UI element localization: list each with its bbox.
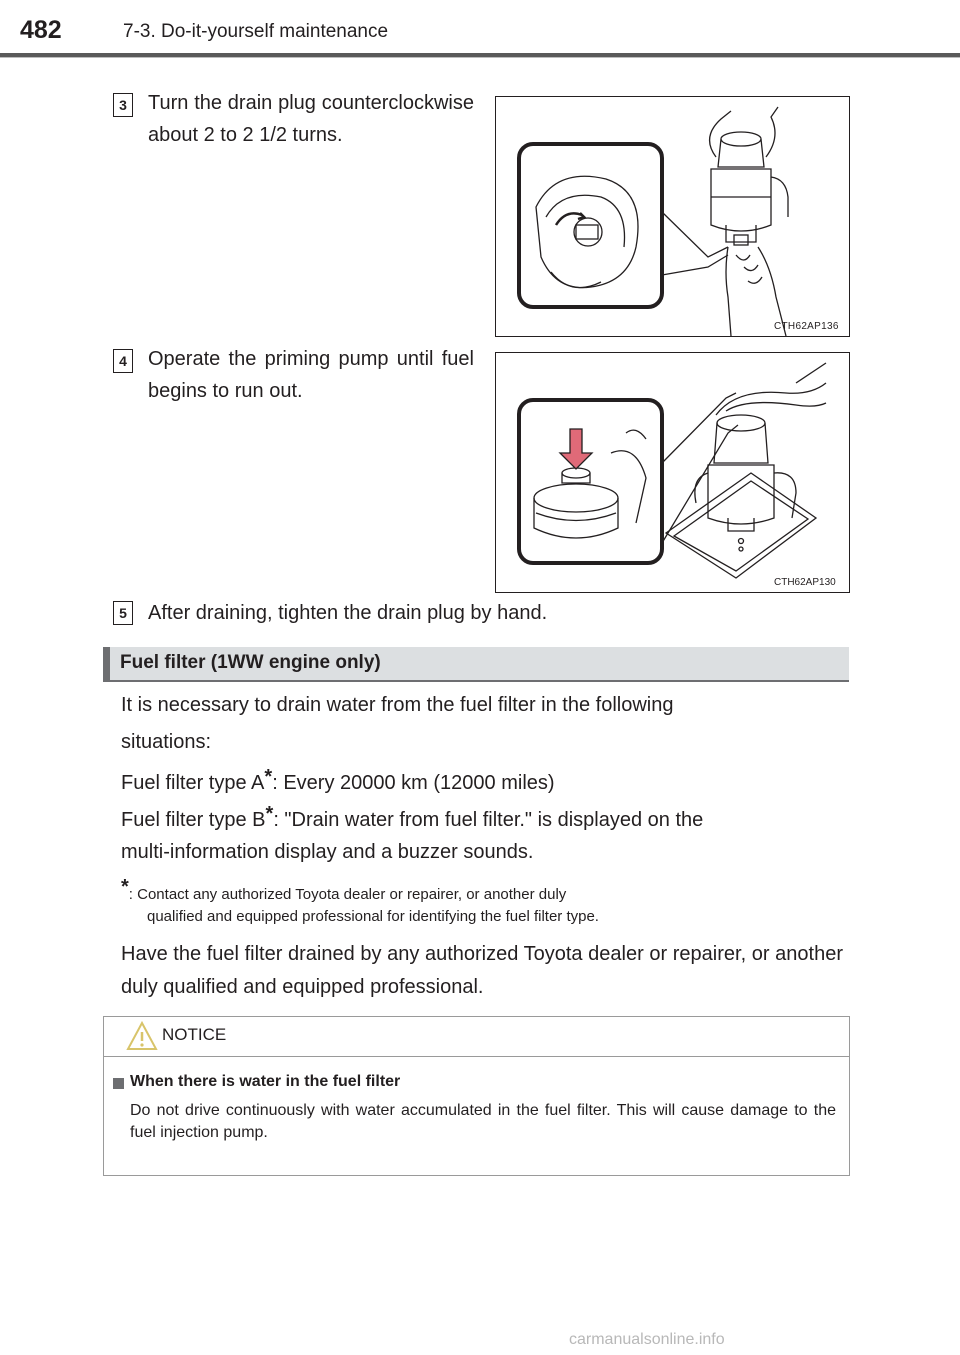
drain-plug-illustration: [496, 97, 849, 336]
section-title: 7-3. Do-it-yourself maintenance: [123, 21, 389, 42]
header-rule-thin: [0, 57, 960, 58]
notice-divider: [104, 1056, 849, 1057]
advice-paragraph: Have the fuel filter drained by any authorized Toyota dealer or repairer, or another duly qualified and equipped professional.: [121, 943, 843, 998]
notice-body: Do not drive continuously with water accumulated in the fuel filter. This will cause damage to the fuel injection pump.: [130, 1102, 836, 1141]
footnote-line-1: [121, 876, 566, 906]
figure-priming-pump: [495, 352, 850, 593]
intro-line-2: situations:: [121, 731, 212, 753]
figure-code-2: CTH62AP130: [774, 577, 836, 588]
section-heading: Fuel filter (1WW engine only): [120, 652, 381, 673]
watermark: carmanualsonline.info: [569, 1331, 725, 1348]
bullet-square-icon: [113, 1078, 124, 1089]
step-number-4: 4: [113, 349, 133, 373]
type-b-line: [121, 803, 703, 832]
step-3-text: Turn the drain plug counterclockwise about 2 to 2 1/2 turns.: [148, 92, 474, 146]
asterisk-a: *: [264, 766, 273, 788]
figure-code-1: CTH62AP136: [774, 321, 839, 332]
figure-drain-plug: [495, 96, 850, 337]
notice-title: NOTICE: [162, 1025, 227, 1044]
type-a-line: [121, 766, 555, 795]
type-b-line-2: multi-information display and a buzzer sounds.: [121, 841, 534, 863]
type-a-prefix: Fuel filter type A: [121, 772, 265, 794]
footnote-asterisk: *: [121, 876, 129, 898]
asterisk-b: *: [265, 803, 274, 825]
notice-heading: When there is water in the fuel filter: [130, 1073, 401, 1090]
priming-pump-illustration: [496, 353, 849, 592]
footnote-line-2: qualified and equipped professional for identifying the fuel filter type.: [147, 908, 599, 925]
step-number-5: 5: [113, 601, 133, 625]
type-b-text-1: : "Drain water from fuel filter." is displayed on the: [273, 809, 704, 831]
page-number: 482: [20, 16, 62, 44]
type-b-prefix: Fuel filter type B: [121, 809, 266, 831]
step-5-text: After draining, tighten the drain plug by hand.: [148, 602, 548, 624]
type-a-text: : Every 20000 km (12000 miles): [272, 772, 555, 794]
step-4-text: Operate the priming pump until fuel begins to run out.: [148, 348, 474, 402]
footnote-text-1: : Contact any authorized Toyota dealer or repairer, or another duly: [128, 886, 567, 903]
intro-line-1: It is necessary to drain water from the fuel filter in the following: [121, 694, 674, 716]
step-number-3: 3: [113, 93, 133, 117]
warning-triangle-icon: [126, 1020, 158, 1052]
